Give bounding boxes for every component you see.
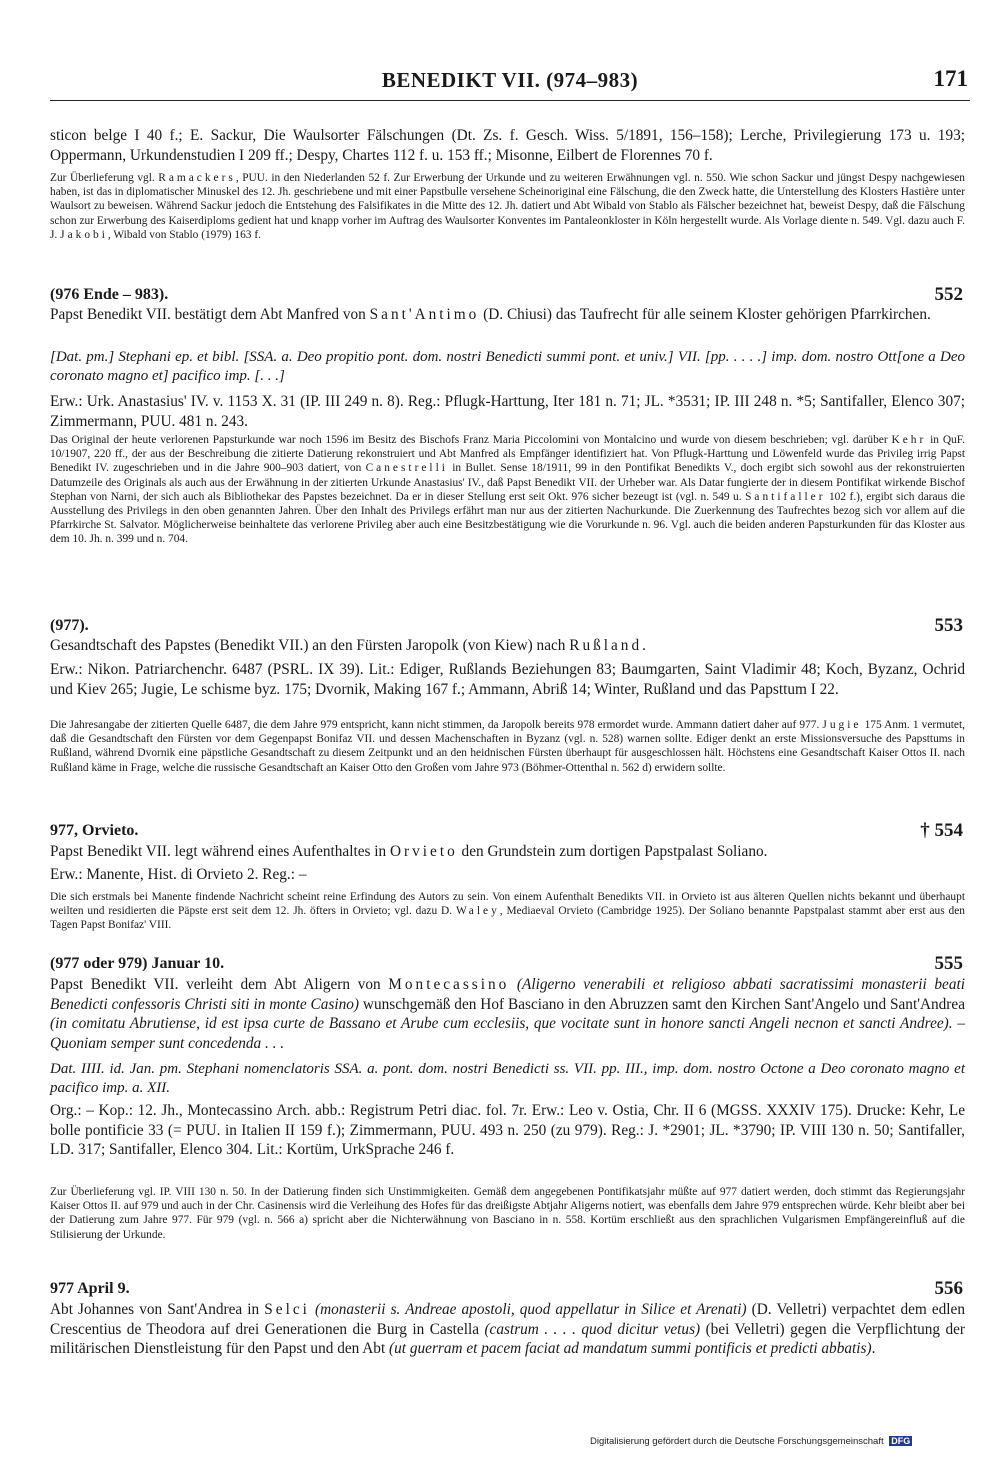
credit-text: Digitalisierung gefördert durch die Deutsche Forschungsgemeinschaft: [590, 1436, 884, 1447]
entry-552-references: Erw.: Urk. Anastasius' IV. v. 1153 X. 31 (IP. III 249 n. 8). Reg.: Pflugk-Harttung, Iter 181 n. 71; JL. *3531; IP. III 248 n. *5; Santifaller, Elenco 307; Zimmermann, PUU. 481 n. 243.: [50, 393, 965, 430]
page-number: 171: [933, 66, 968, 91]
dfg-logo: DFG: [891, 1436, 911, 1446]
entry-555-references: Org.: – Kop.: 12. Jh., Montecassino Arch. abb.: Registrum Petri diac. fol. 7r. Erw.: Leo v. Ostia, Chr. II 6 (MGSS. XXXIV 175). Drucke: Kehr, Le bolle pontificie 33 (= PUU. in Italien II 159 f.); Zimmermann, PUU. 493 n. 250 (zu 979). Reg.: J. *2901; JL. *3790; IP. VIII 130 n. 50; Santifaller, LD. 317; Santifaller, Elenco 304. Lit.: Kortüm, UrkSprache 246 f.: [50, 1102, 965, 1158]
running-title: BENEDIKT VII. (974–983): [381, 68, 639, 92]
entry-556-heading: [50, 1280, 965, 1302]
entry-555-heading: [50, 955, 965, 977]
entry-554-note: Die sich erstmals bei Manente findende Nachricht scheint reine Erfindung des Autors zu sein. Von einem Aufenthalt Benedikts VII. in Orvieto ist aus älteren Quellen nichts bekannt und überhaupt weilten und residierten die Päpste erst seit dem 12. Jh. öfters in Orvieto; vgl. dazu D. Waley, Mediaeval Orvieto (Cambridge 1925). Der Soliano benannte Papstpalast stammt aber erst aus den Tagen Papst Bonifaz' VIII.: [50, 891, 965, 932]
entry-552-note: Das Original der heute verlorenen Papsturkunde war noch 1596 im Besitz des Bischofs Franz Maria Piccolomini von Montalcino und wurde von diesem beschrieben; vgl. darüber Kehr in QuF. 10/1907, 220 ff., der aus der Beschreibung die zitierte Datierung rekonstruiert und Abt Manfred als Empfänger identifiziert hat. Von Pflugk-Harttung und Löwenfeld wurde das Privileg irrig Papst Benedikt IV. zugeschrieben und in die Jahre 900–903 datiert, von Canestrelli in Bullet. Sense 18/1911, 99 in den Pontifikat Benedikts V., doch ergibt sich sowohl aus der rekonstruierten Datumzeile des Originals als auch aus der Erwähnung in der zitierten Urkunde Anastasius' IV., daß Papst Benedikt VII. der Urheber war. Als Datar fungierte der in diesem Pontifikat wirkende Bischof Stephan von Narni, der sich auch als Bibliothekar des Papstes bezeichnet. Da er in dieser Stellung erst seit Okt. 976 sicher bezeugt ist (vgl. n. 549 u. Santifaller 102 f.), ergibt sich daraus die Ausstellung des Privilegs in den oben genannten Jahren. Über den Inhalt des Privilegs erfährt man nur aus der zitierten Nachurkunde. Die Zuerkennung des Taufrechtes bezog sich vor allem auf die Pfarrkirche St. Salvator. Möglicherweise beinhaltete das verlorene Privileg aber auch eine Besitzbestätigung wie die Vorurkunde n. 96. Vgl. auch die beiden anderen Papsturkunden für das Kloster aus dem 10. Jh. n. 399 und n. 704.: [50, 434, 966, 546]
entry-554-heading: [50, 822, 965, 844]
entry-553-number: 553: [934, 615, 963, 636]
entry-555-date: (977 oder 979) Januar 10.: [50, 955, 225, 972]
entry-556-number: 556: [934, 1278, 963, 1299]
entry-555-summary: Papst Benedikt VII. verleiht dem Abt Aligern von Montecassino (Aligerno venerabili et religioso abbati sacratissimi monasterii beati Benedicti confessoris Christi siti in monte Casino) wunschgemäß den Hof Basciano in den Abruzzen samt den Kirchen Sant'Angelo und Sant'Andrea (in comitatu Abrutiense, id est ipsa curte de Bassano et Arube cum ecclesiis, que vocitate sunt in honore sancti Angeli necnon et sancti Andree). – Quoniam semper sunt concedenda . . .: [50, 976, 965, 1052]
entry-554-number: † 554: [920, 820, 963, 841]
entry-556-date: 977 April 9.: [50, 1280, 130, 1297]
entry-553-references: Erw.: Nikon. Patriarchenchr. 6487 (PSRL. IX 39). Lit.: Ediger, Rußlands Beziehungen 83; Baumgarten, Saint Vladimir 48; Koch, Byzanz, Ochrid und Kiev 265; Jugie, Le schisme byz. 175; Dvornik, Making 167 f.; Ammann, Abriß 14; Winter, Rußland und das Papsttum I 22.: [50, 661, 965, 698]
entry-552-summary: Papst Benedikt VII. bestätigt dem Abt Manfred von Sant'Antimo (D. Chiusi) das Taufrecht für alle seinem Kloster gehörigen Pfarrkirchen.: [50, 306, 931, 323]
prelude-note: Zur Überlieferung vgl. Ramackers, PUU. in den Niederlanden 52 f. Zur Erwerbung der Urkunde und zu weiteren Erwähnungen vgl. n. 550. Wie schon Sackur und jüngst Despy nachgewiesen haben, ist das in diplomatischer Minuskel des 12. Jh. geschriebene und mit einer Papstbulle versehene Scheinoriginal eine Fälschung, die den Zweck hatte, die Unterstellung des Klosters Hastière unter Waulsort zu beweisen. Während Sackur jedoch die Entstehung des Falsifikates in die Mitte des 12. Jh. datiert und Abt Wibald von Stablo als Fälscher bezeichnet hat, beweist Despy, daß die Fälschung schon zur Erwerbung des Kaiserdiploms gedient hat und knapp vorher im Auftrag des Waulsorter Konventes im Pantaleonkloster in Köln hergestellt wurde. Als Vorlage diente n. 549. Vgl. dazu auch F. J. Jakobi, Wibald von Stablo (1979) 163 f.: [50, 172, 966, 241]
entry-555-incipit: Dat. IIII. id. Jan. pm. Stephani nomenclatoris SSA. a. pont. dom. nostri Benedicti ss. VII. pp. III., imp. dom. nostro Octone a Deo coronato magno et pacifico imp. a. XII.: [50, 1061, 965, 1096]
entry-552-date: (976 Ende – 983).: [50, 286, 169, 303]
entry-552-number: 552: [934, 284, 963, 305]
prelude-literature: sticon belge I 40 f.; E. Sackur, Die Waulsorter Fälschungen (Dt. Zs. f. Gesch. Wiss. 5/1891, 156–158); Lerche, Privilegierung 173 u. 193; Oppermann, Urkundenstudien I 209 ff.; Despy, Chartes 112 f. u. 153 ff.; Misonne, Eilbert de Florennes 70 f.: [50, 127, 965, 164]
entry-553-summary: Gesandtschaft des Papstes (Benedikt VII.) an den Fürsten Jaropolk (von Kiew) nach Rußland.: [50, 637, 646, 654]
entry-554-date: 977, Orvieto.: [50, 822, 139, 839]
entry-554-references: Erw.: Manente, Hist. di Orvieto 2. Reg.: –: [50, 866, 307, 883]
entry-555-note: Zur Überlieferung vgl. IP. VIII 130 n. 50. In der Datierung finden sich Unstimmigkeiten. Gemäß dem angegebenen Pontifikatsjahr müßte auf 977 datiert werden, doch stimmt das Regierungsjahr Kaiser Ottos II. auf 979 und auch in der Chr. Casinensis wird die Verleihung des Hofes für das dreißigste Abtjahr Aligerns notiert, was ebenfalls dem Jahre 979 entsprechen würde. Kehr bleibt aber bei der Datierung zum Jahre 977. Für 979 (vgl. n. 566 a) spricht aber die Nichterwähnung von Basciano in n. 558. Kortüm erschließt aus den sprachlichen Vulgarismen Empfängereinfluß auf die Stilisierung der Urkunde.: [50, 1186, 965, 1241]
digitization-credit: [590, 1436, 912, 1447]
running-header: [50, 66, 970, 101]
entry-554-summary: Papst Benedikt VII. legt während eines Aufenthaltes in Orvieto den Grundstein zum dortigen Papstpalast Soliano.: [50, 843, 768, 860]
entry-552-incipit: [Dat. pm.] Stephani ep. et bibl. [SSA. a. Deo propitio pont. dom. nostri Benedicti summi pont. et univ.] VII. [pp. . . . .] imp. dom. nostro Ott[one a Deo coronato magno et] pacifico imp. [. . .]: [50, 349, 965, 384]
entry-553-date: (977).: [50, 617, 89, 634]
entry-555-number: 555: [934, 953, 963, 974]
entry-556-summary: Abt Johannes von Sant'Andrea in Selci (monasterii s. Andreae apostoli, quod appellatur in Silice et Arenati) (D. Velletri) verpachtet dem edlen Crescentius de Theodora auf drei Generationen die Burg in Castella (castrum . . . . quod dicitur vetus) (bei Velletri) gegen die Verpflichtung der militärischen Dienstleistung für den Papst und den Abt (ut guerram et pacem faciat ad mandatum summi pontificis et predicti abbatis).: [50, 1301, 965, 1357]
entry-553-note: Die Jahresangabe der zitierten Quelle 6487, die dem Jahre 979 entspricht, kann nicht stimmen, da Jaropolk bereits 978 ermordet wurde. Ammann datiert daher auf 977. Jugie 175 Anm. 1 vermutet, daß die Gesandtschaft den Fürsten vor dem Gegenpapst Bonifaz VII. und dessen Machenschaften in Byzanz (vgl. n. 528) warnen sollte. Ediger denkt an erste Missionsversuche des Papsttums in Rußland, während Dvornik eine päpstliche Gesandtschaft zu diesem Zeitpunkt und an den heidnischen Fürsten überhaupt für ausgeschlossen hält. Höchstens eine Gesandtschaft Kaiser Ottos II. nach Rußland käme in Frage, welche die russische Gesandtschaft an Kaiser Otto den Großen vom Jahre 973 (Böhmer-Ottenthal n. 562 d) erwidern sollte.: [50, 719, 965, 774]
